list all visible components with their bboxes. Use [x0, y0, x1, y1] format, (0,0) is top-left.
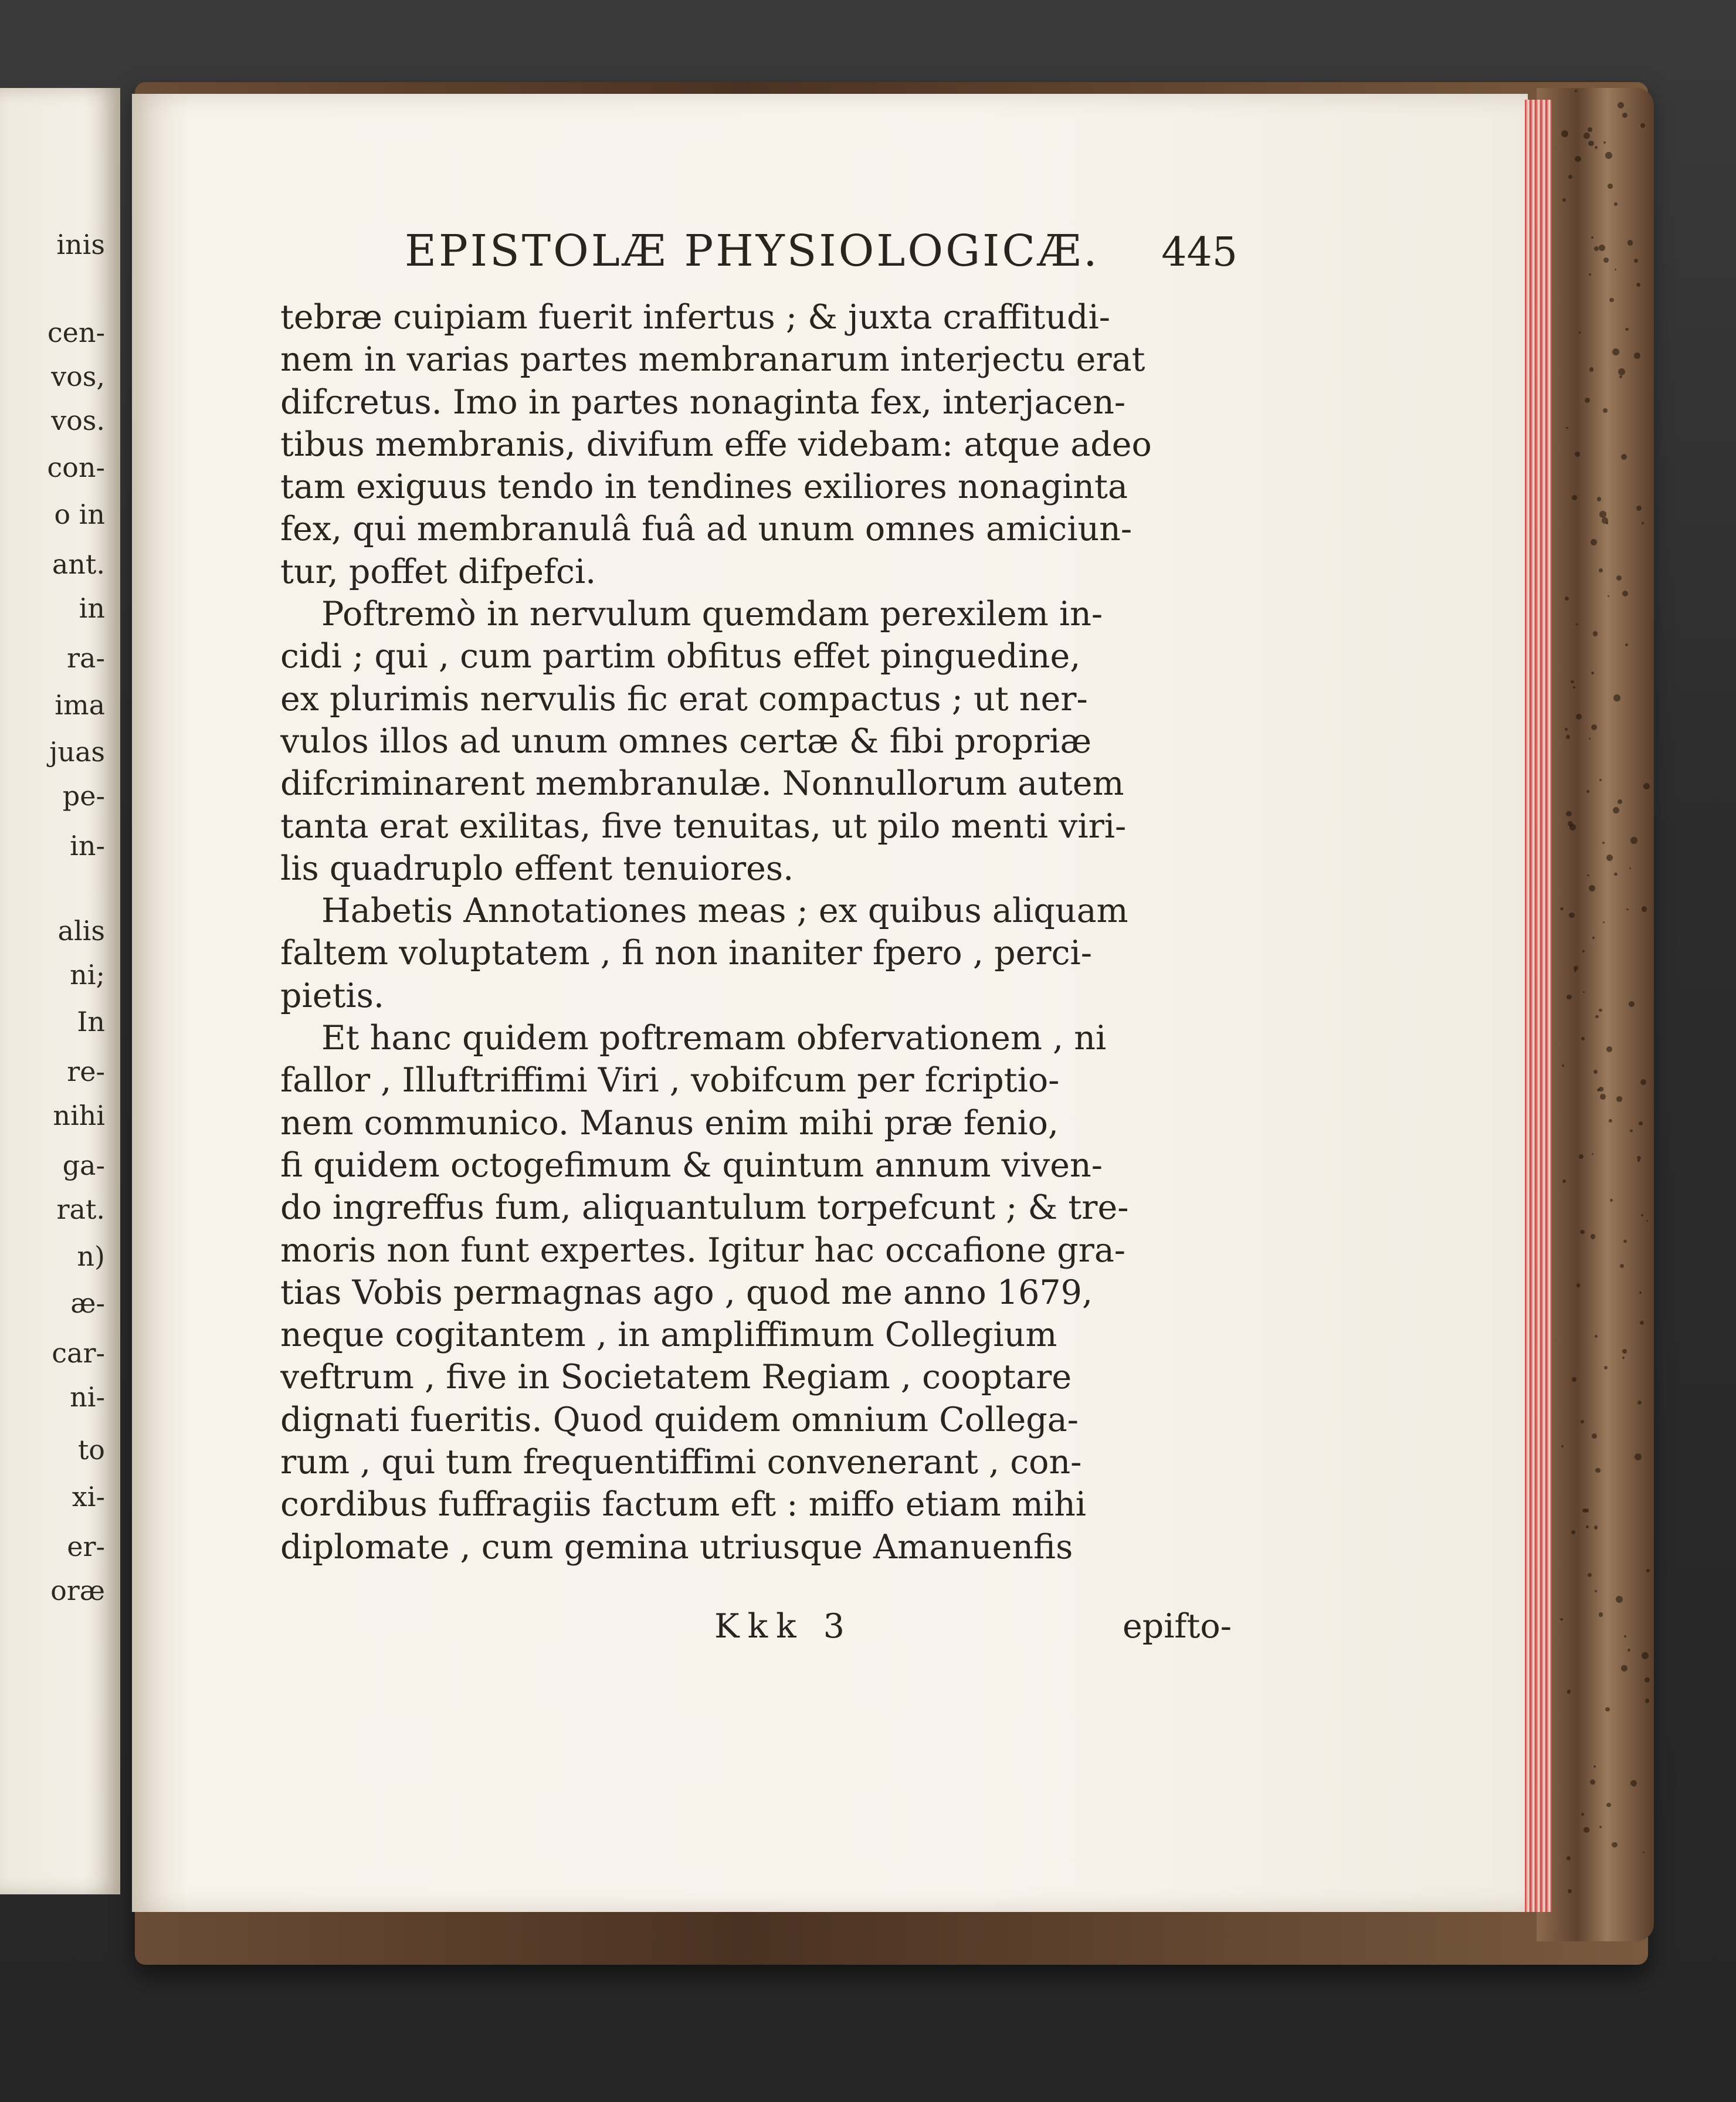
text-line: ex plurimis nervulis fic erat compactus ; ut ner-	[280, 679, 1088, 718]
binding-speck	[1590, 1779, 1596, 1785]
left-page-text-fragment: o in	[54, 499, 105, 530]
left-page-text-fragment: to	[77, 1434, 105, 1466]
binding-speck	[1571, 1530, 1575, 1534]
text-line: moris non funt expertes. Igitur hac occafione gra-	[280, 1230, 1126, 1270]
left-page-text-fragment: re-	[67, 1056, 105, 1087]
binding-speck	[1614, 873, 1617, 876]
binding-speck	[1642, 1652, 1649, 1659]
binding-speck	[1579, 1154, 1584, 1159]
left-page-text-fragment: ra-	[67, 642, 105, 674]
binding-speck	[1629, 1001, 1635, 1007]
text-line: Poftremò in nervulum quemdam perexilem in-	[321, 595, 1103, 634]
left-page-text-fragment: xi-	[72, 1481, 105, 1513]
binding-speck	[1606, 522, 1608, 524]
text-line: difcretus. Imo in partes nonaginta fex, interjacen-	[280, 382, 1126, 422]
binding-speck	[1593, 1070, 1598, 1074]
left-page-text-fragment: ga-	[62, 1150, 105, 1181]
binding-speck	[1599, 1087, 1603, 1091]
binding-speck	[1574, 966, 1578, 970]
binding-speck	[1605, 1707, 1609, 1711]
binding-speck	[1568, 175, 1572, 179]
binding-speck	[1642, 906, 1647, 912]
binding-speck	[1575, 90, 1577, 92]
page-number: 445	[1161, 229, 1237, 276]
binding-speck	[1595, 1590, 1597, 1592]
binding-speck	[1630, 1130, 1633, 1133]
text-line: difcriminarent membranulæ. Nonnullorum autem	[280, 764, 1124, 803]
binding-speck	[1592, 1153, 1593, 1155]
left-page-text-fragment: nihi	[53, 1100, 105, 1131]
binding-speck	[1573, 686, 1575, 689]
binding-speck	[1613, 807, 1619, 813]
binding-speck	[1605, 152, 1612, 159]
binding-speck	[1571, 680, 1574, 683]
binding-speck	[1646, 1220, 1648, 1222]
binding-speck	[1640, 1079, 1646, 1085]
catchword: epifto-	[1122, 1607, 1232, 1646]
book-edge-binding	[1537, 88, 1654, 1941]
left-page-text-fragment: ima	[55, 689, 105, 721]
binding-speck	[1620, 1264, 1624, 1268]
binding-speck	[1566, 811, 1572, 817]
binding-speck	[1572, 1377, 1576, 1382]
binding-speck	[1608, 595, 1609, 597]
left-page-text-fragment: vos.	[51, 405, 105, 436]
text-line: pietis.	[280, 976, 384, 1015]
binding-speck	[1643, 1852, 1645, 1853]
text-line: nem communico. Manus enim mihi præ fenio,	[280, 1103, 1059, 1142]
red-page-edges	[1525, 100, 1552, 1912]
binding-speck	[1580, 1230, 1584, 1234]
binding-speck	[1612, 1842, 1618, 1848]
text-line: rum , qui tum frequentiffimi convenerant , con-	[280, 1443, 1082, 1482]
page-header	[405, 226, 1237, 290]
left-page-text-fragment: con-	[47, 452, 105, 483]
text-line: do ingreffus fum, aliquantulum torpefcunt ; & tre-	[280, 1188, 1129, 1228]
binding-speck	[1591, 672, 1594, 674]
page-footer	[280, 1607, 1232, 1654]
binding-speck	[1639, 1291, 1642, 1294]
binding-speck	[1586, 1525, 1589, 1528]
binding-speck	[1562, 198, 1566, 202]
left-page-text-fragment: oræ	[50, 1575, 105, 1606]
binding-speck	[1625, 643, 1628, 646]
binding-speck	[1595, 1335, 1598, 1338]
text-line: dignati fueritis. Quod quidem omnium Collega-	[280, 1400, 1079, 1439]
binding-speck	[1616, 1596, 1623, 1603]
left-page-text-fragment: alis	[57, 915, 105, 947]
binding-speck	[1621, 1665, 1628, 1672]
binding-speck	[1595, 1015, 1598, 1018]
binding-speck	[1599, 245, 1605, 251]
binding-speck	[1566, 427, 1568, 429]
binding-speck	[1581, 1420, 1584, 1423]
binding-speck	[1575, 156, 1581, 162]
binding-speck	[1576, 714, 1582, 720]
left-page-text-fragment: juas	[49, 736, 105, 768]
binding-speck	[1591, 1234, 1595, 1239]
binding-speck	[1565, 596, 1569, 601]
binding-speck	[1599, 568, 1603, 572]
binding-speck	[1612, 348, 1619, 355]
binding-speck	[1600, 1094, 1606, 1100]
binding-speck	[1599, 1612, 1603, 1616]
binding-speck	[1561, 130, 1568, 137]
binding-speck	[1618, 368, 1625, 375]
text-line: vulos illos ad unum omnes certæ & fibi propriæ	[280, 721, 1092, 761]
left-page-text-fragment: ni-	[70, 1381, 105, 1413]
binding-speck	[1622, 1357, 1625, 1359]
binding-speck	[1603, 921, 1605, 923]
binding-speck	[1613, 694, 1620, 701]
binding-speck	[1568, 1889, 1572, 1893]
binding-speck	[1602, 842, 1605, 844]
binding-speck	[1569, 913, 1575, 918]
binding-speck	[1641, 1214, 1643, 1216]
binding-speck	[1608, 184, 1613, 189]
binding-speck	[1636, 506, 1642, 511]
text-line: diplomate , cum gemina utriusque Amanuenfis	[280, 1527, 1073, 1567]
binding-speck	[1599, 1826, 1602, 1828]
binding-speck	[1569, 824, 1576, 830]
binding-speck	[1622, 591, 1628, 596]
binding-speck	[1603, 408, 1608, 413]
binding-speck	[1603, 257, 1609, 263]
binding-speck	[1593, 631, 1598, 636]
text-line: lis quadruplo effent tenuiores.	[280, 849, 794, 888]
text-line: cidi ; qui , cum partim obfitus effet pinguedine,	[280, 637, 1081, 676]
binding-speck	[1575, 452, 1580, 457]
text-line: tam exiguus tendo in tendines exiliores nonaginta	[280, 467, 1128, 507]
binding-speck	[1592, 937, 1594, 938]
binding-speck	[1591, 539, 1597, 545]
binding-speck	[1589, 885, 1596, 892]
binding-speck	[1579, 331, 1581, 334]
text-line: fi quidem octogefimum & quintum annum viven-	[280, 1145, 1103, 1185]
binding-speck	[1582, 950, 1585, 952]
binding-speck	[1589, 367, 1594, 372]
binding-speck	[1588, 127, 1592, 132]
left-page-text-fragment: ant.	[52, 548, 105, 580]
text-line: neque cogitantem , in ampliffimum Collegium	[280, 1316, 1057, 1355]
left-page-text-fragment: car-	[52, 1337, 105, 1369]
binding-speck	[1584, 133, 1590, 139]
binding-speck	[1626, 908, 1628, 910]
binding-speck	[1589, 273, 1591, 276]
binding-speck	[1567, 995, 1572, 1000]
binding-speck	[1630, 837, 1637, 844]
binding-speck	[1621, 454, 1627, 460]
text-line: tibus membranis, divifum effe videbam: atque adeo	[280, 425, 1152, 464]
left-page-text-fragment: æ-	[70, 1287, 105, 1319]
left-page-text-fragment: vos,	[51, 361, 105, 392]
text-line: tanta erat exilitas, five tenuitas, ut pilo menti viri-	[280, 806, 1127, 846]
binding-speck	[1566, 735, 1570, 739]
binding-speck	[1588, 1573, 1592, 1577]
binding-speck	[1589, 738, 1591, 740]
binding-speck	[1581, 1037, 1585, 1040]
binding-speck	[1623, 1240, 1626, 1243]
binding-speck	[1615, 269, 1616, 270]
text-line: cordibus fuffragiis factum eft : miffo etiam mihi	[280, 1485, 1087, 1524]
binding-speck	[1634, 259, 1638, 263]
binding-speck	[1640, 1321, 1644, 1325]
text-line: fallor , Illuftriffimi Viri , vobifcum per fcriptio-	[280, 1061, 1060, 1100]
binding-speck	[1567, 1856, 1571, 1860]
binding-speck	[1599, 779, 1602, 781]
binding-speck	[1646, 1569, 1650, 1572]
left-page-text-fragment: er-	[67, 1531, 105, 1562]
binding-speck	[1584, 1827, 1589, 1833]
binding-speck	[1591, 236, 1593, 239]
binding-speck	[1625, 328, 1628, 331]
binding-speck	[1560, 907, 1564, 911]
binding-speck	[1616, 1096, 1622, 1102]
binding-speck	[1628, 240, 1633, 245]
binding-speck	[1586, 790, 1589, 793]
signature-mark: Kkk 3	[714, 1607, 853, 1646]
binding-speck	[1639, 1121, 1643, 1125]
binding-speck	[1622, 1349, 1627, 1354]
binding-speck	[1643, 783, 1650, 789]
binding-speck	[1606, 1803, 1611, 1808]
binding-speck	[1619, 375, 1622, 378]
binding-speck	[1576, 1283, 1581, 1287]
text-line: nem in varias partes membranarum interjectu erat	[280, 340, 1145, 379]
binding-speck	[1572, 495, 1577, 500]
binding-speck	[1581, 1813, 1584, 1816]
binding-speck	[1594, 1525, 1598, 1530]
text-line: Et hanc quidem poftremam obfervationem , ni	[321, 1019, 1107, 1058]
left-page-text-fragment: In	[77, 1006, 105, 1038]
binding-speck	[1592, 1433, 1597, 1439]
binding-speck	[1588, 141, 1594, 147]
text-line: Habetis Annotationes meas ; ex quibus aliquam	[321, 891, 1128, 931]
binding-speck	[1562, 1064, 1564, 1067]
text-line: faltem voluptatem , fi non inaniter fpero , perci-	[280, 934, 1092, 973]
left-page-text-fragment: rat.	[56, 1194, 105, 1225]
binding-speck	[1616, 575, 1622, 581]
binding-speck	[1583, 991, 1585, 994]
binding-speck	[1635, 1453, 1642, 1460]
binding-speck	[1609, 1119, 1612, 1123]
binding-speck	[1636, 283, 1640, 287]
binding-speck	[1594, 246, 1599, 251]
binding-speck	[1597, 497, 1601, 501]
binding-speck	[1618, 102, 1624, 109]
binding-speck	[1595, 1468, 1600, 1473]
binding-speck	[1630, 1780, 1637, 1787]
binding-speck	[1565, 728, 1568, 731]
left-page-text-fragment: in	[79, 592, 105, 624]
binding-speck	[1624, 1635, 1626, 1637]
binding-speck	[1606, 855, 1613, 861]
binding-speck	[1634, 352, 1640, 358]
binding-speck	[1642, 522, 1644, 524]
binding-speck	[1610, 1199, 1613, 1202]
left-page-text-fragment: n)	[77, 1240, 105, 1272]
text-line: tias Vobis permagnas ago , quod me anno 1679,	[280, 1273, 1093, 1312]
binding-speck	[1629, 867, 1631, 869]
binding-speck	[1628, 1649, 1630, 1652]
binding-speck	[1587, 874, 1589, 877]
left-facing-page	[0, 88, 120, 1894]
text-line: veftrum , five in Societatem Regiam , cooptare	[280, 1358, 1072, 1397]
binding-speck	[1595, 146, 1598, 149]
binding-speck	[1593, 1765, 1596, 1768]
binding-speck	[1606, 1046, 1612, 1052]
body-text	[280, 296, 1232, 1568]
left-page-text-fragment: ni;	[70, 959, 105, 991]
binding-speck	[1561, 1445, 1564, 1447]
binding-speck	[1622, 113, 1628, 118]
left-page-text-fragment: pe-	[62, 780, 105, 812]
binding-speck	[1618, 799, 1622, 804]
binding-speck	[1585, 398, 1590, 403]
binding-speck	[1562, 1179, 1566, 1183]
binding-speck	[1560, 1618, 1563, 1621]
binding-speck	[1603, 141, 1606, 144]
binding-speck	[1645, 1677, 1650, 1683]
binding-speck	[1614, 202, 1618, 206]
left-page-text-fragment: in-	[70, 830, 105, 862]
binding-speck	[1637, 1401, 1642, 1405]
running-title: EPISTOLÆ PHYSIOLOGICÆ.	[405, 226, 1100, 276]
binding-speck	[1609, 298, 1613, 302]
binding-speck	[1576, 623, 1578, 625]
binding-speck	[1599, 1009, 1602, 1012]
binding-speck	[1567, 1690, 1571, 1693]
binding-speck	[1604, 1366, 1608, 1370]
binding-speck	[1637, 1156, 1641, 1160]
binding-speck	[1645, 1698, 1649, 1703]
text-line: tur, poffet difpefci.	[280, 552, 596, 591]
binding-speck	[1591, 724, 1597, 730]
text-line: tebræ cuipiam fuerit infertus ; & juxta craffitudi-	[280, 298, 1111, 337]
left-page-text-fragment: cen-	[47, 317, 105, 348]
text-line: fex, qui membranulâ fuâ ad unum omnes amiciun-	[280, 510, 1133, 549]
binding-speck	[1640, 123, 1645, 128]
left-page-text-fragment: inis	[56, 229, 105, 260]
